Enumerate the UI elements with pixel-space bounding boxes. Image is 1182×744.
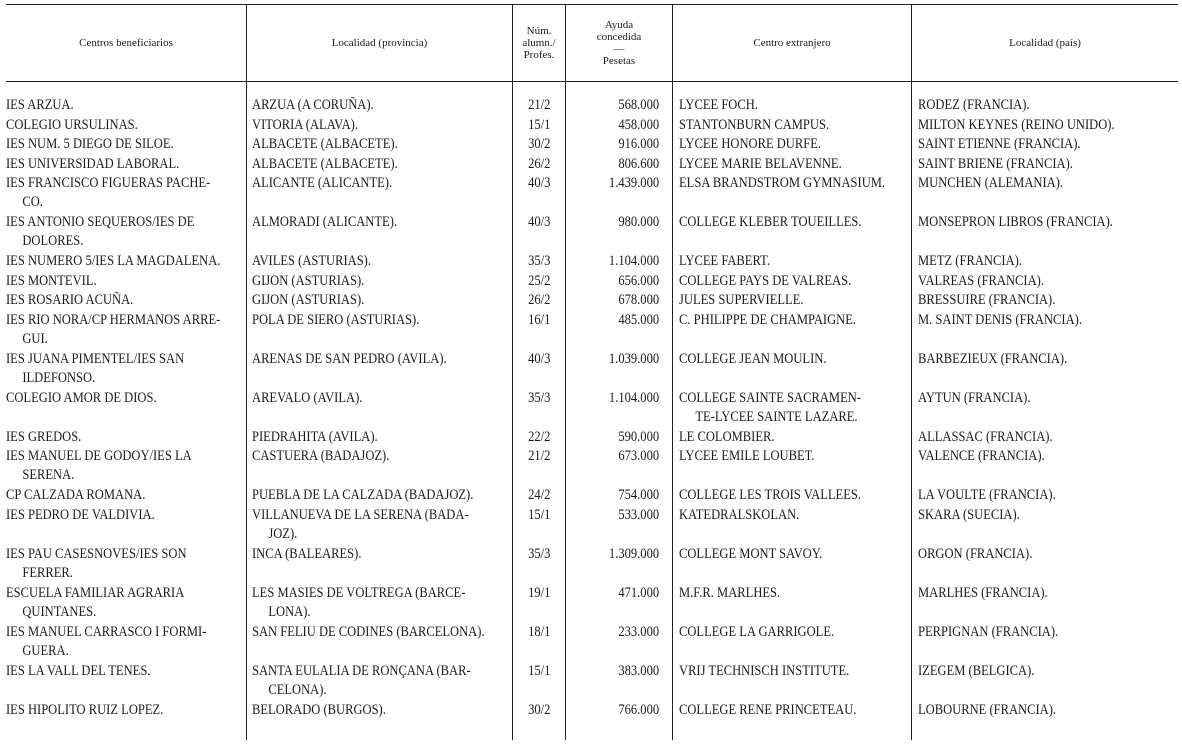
cell-text-line: SAINT ETIENNE (FRANCIA). (918, 136, 1081, 152)
cell-text-line: COLLEGE PAYS DE VALREAS. (679, 272, 852, 289)
cell-localidad-provincia (252, 506, 508, 544)
cell-text-line: IES NUM. 5 DIEGO DE SILOE. (6, 136, 174, 152)
cell-text-line: GIJON (ASTURIAS). (252, 292, 365, 308)
cell-ayuda-concedida: 1.039.000 (608, 350, 659, 367)
cell-num-alumnos: 35/3 (527, 545, 551, 562)
cell-localidad-pais (918, 155, 1176, 174)
cell-centro-beneficiario (6, 96, 240, 115)
cell-text-line: COLEGIO AMOR DE DIOS. (6, 389, 157, 406)
cell-centro-extranjero (679, 486, 907, 505)
cell-centro-beneficiario (6, 662, 240, 681)
cell-num-alumnos: 40/3 (527, 350, 551, 367)
cell-localidad-provincia (252, 350, 508, 369)
cell-text-line: COLEGIO URSULINAS. (6, 116, 138, 133)
cell-localidad-pais (918, 623, 1176, 642)
cell-num-alumnos: 15/1 (527, 506, 551, 523)
cell-text-line: METZ (FRANCIA). (918, 253, 1022, 269)
cell-text-line: TE-LYCEE SAINTE LAZARE. (695, 408, 858, 425)
cell-centro-beneficiario (6, 506, 240, 525)
cell-text-line: CASTUERA (BADAJOZ). (252, 448, 390, 464)
cell-localidad-pais (918, 701, 1176, 720)
cell-text-line: JOZ). (268, 525, 298, 542)
cell-text-line: COLLEGE JEAN MOULIN. (679, 350, 827, 367)
cell-localidad-pais (918, 252, 1176, 271)
cell-text-line: MUNCHEN (ALEMANIA). (918, 175, 1064, 191)
cell-text-line: VRIJ TECHNISCH INSTITUTE. (679, 662, 850, 679)
cell-localidad-provincia (252, 447, 508, 466)
header-label: Pesetas (602, 54, 636, 67)
cell-text-line: MONSEPRON LIBROS (FRANCIA). (918, 214, 1113, 230)
cell-centro-beneficiario (6, 272, 240, 291)
cell-ayuda-concedida: 590.000 (618, 428, 659, 445)
cell-localidad-provincia (252, 486, 508, 505)
cell-text-line: BARBEZIEUX (FRANCIA). (918, 350, 1068, 367)
cell-centro-extranjero (679, 213, 907, 232)
cell-text-line: CELONA). (268, 681, 327, 698)
cell-localidad-pais (918, 311, 1176, 330)
cell-text-line: M. SAINT DENIS (FRANCIA). (918, 311, 1082, 328)
cell-localidad-provincia (252, 272, 508, 291)
cell-localidad-provincia (252, 662, 508, 700)
cell-text-line: COLLEGE SAINTE SACRAMEN- (679, 389, 861, 406)
cell-text-line: AREVALO (AVILA). (252, 389, 363, 406)
column-divider (246, 4, 247, 740)
cell-centro-extranjero (679, 623, 907, 642)
cell-text-line: ELSA BRANDSTROM GYMNASIUM. (679, 175, 886, 191)
cell-centro-beneficiario (6, 350, 240, 388)
table-header-rule (6, 81, 1178, 82)
cell-text-line: IES MANUEL CARRASCO I FORMI- (6, 623, 207, 640)
cell-localidad-pais (918, 272, 1176, 291)
cell-text-line: ORGON (FRANCIA). (918, 545, 1033, 562)
cell-text-line: MARLHES (FRANCIA). (918, 584, 1048, 601)
cell-localidad-pais (918, 96, 1176, 115)
cell-centro-extranjero (679, 350, 907, 369)
cell-text-line: LYCEE MARIE BELAVENNE. (679, 155, 842, 172)
cell-localidad-provincia (252, 291, 508, 310)
header-label: concedida (596, 30, 642, 43)
cell-ayuda-concedida: 1.104.000 (608, 253, 659, 269)
cell-text-line: PUEBLA DE LA CALZADA (BADAJOZ). (252, 487, 474, 503)
cell-localidad-provincia (252, 252, 508, 271)
cell-text-line: ARZUA (A CORUÑA). (252, 97, 374, 113)
cell-text-line: IES UNIVERSIDAD LABORAL. (6, 155, 180, 172)
cell-localidad-provincia (252, 428, 508, 447)
cell-text-line: IES ARZUA. (6, 97, 74, 113)
cell-localidad-pais (918, 486, 1176, 505)
cell-text-line: IES MANUEL DE GODOY/IES LA (6, 448, 192, 464)
cell-text-line: LYCEE EMILE LOUBET. (679, 448, 815, 464)
cell-num-alumnos: 30/2 (527, 701, 551, 718)
cell-localidad-provincia (252, 701, 508, 720)
cell-localidad-pais (918, 584, 1176, 603)
cell-num-alumnos: 24/2 (527, 487, 551, 503)
cell-localidad-provincia (252, 135, 508, 154)
cell-localidad-pais (918, 545, 1176, 564)
cell-centro-beneficiario (6, 174, 240, 212)
cell-localidad-provincia (252, 389, 508, 408)
cell-centro-extranjero (679, 174, 907, 193)
cell-centro-extranjero (679, 291, 907, 310)
cell-localidad-pais (918, 389, 1176, 408)
cell-centro-beneficiario (6, 135, 240, 154)
cell-text-line: SKARA (SUECIA). (918, 506, 1020, 523)
cell-text-line: GUERA. (22, 642, 69, 659)
cell-centro-extranjero (679, 96, 907, 115)
cell-localidad-provincia (252, 116, 508, 135)
cell-ayuda-concedida: 568.000 (618, 97, 659, 113)
header-label: Núm. (526, 24, 552, 37)
cell-text-line: GUI. (22, 330, 48, 347)
cell-centro-extranjero (679, 447, 907, 466)
header-localidad-provincia (247, 4, 512, 81)
header-label: Ayuda (604, 18, 634, 31)
cell-text-line: STANTONBURN CAMPUS. (679, 116, 830, 133)
cell-ayuda-concedida: 471.000 (618, 584, 659, 601)
cell-text-line: IES ROSARIO ACUÑA. (6, 292, 134, 308)
cell-ayuda-concedida: 458.000 (618, 116, 659, 133)
cell-text-line: ALLASSAC (FRANCIA). (918, 428, 1053, 445)
cell-text-line: IES NUMERO 5/IES LA MAGDALENA. (6, 253, 221, 269)
cell-text-line: SANTA EULALIA DE RONÇANA (BAR- (252, 662, 471, 679)
cell-ayuda-concedida: 806.600 (618, 155, 659, 172)
cell-text-line: IES LA VALL DEL TENES. (6, 662, 151, 679)
cell-localidad-pais (918, 174, 1176, 193)
cell-ayuda-concedida: 656.000 (618, 272, 659, 289)
cell-ayuda-concedida: 1.439.000 (608, 175, 659, 191)
cell-centro-beneficiario (6, 623, 240, 661)
cell-centro-beneficiario (6, 428, 240, 447)
cell-num-alumnos: 26/2 (527, 292, 551, 308)
cell-num-alumnos: 35/3 (527, 253, 551, 269)
cell-centro-extranjero (679, 545, 907, 564)
cell-ayuda-concedida: 485.000 (618, 311, 659, 328)
header-label: Profes. (523, 48, 555, 61)
cell-centro-beneficiario (6, 389, 240, 408)
cell-num-alumnos: 21/2 (527, 97, 551, 113)
cell-text-line: VILLANUEVA DE LA SERENA (BADA- (252, 506, 469, 523)
cell-text-line: LYCEE FOCH. (679, 97, 758, 113)
cell-ayuda-concedida: 383.000 (618, 662, 659, 679)
header-num-alumnos (513, 4, 565, 81)
header-label: Centros beneficiarios (79, 36, 173, 49)
cell-text-line: IES GREDOS. (6, 428, 82, 445)
cell-num-alumnos: 22/2 (527, 428, 551, 445)
cell-localidad-pais (918, 291, 1176, 310)
cell-localidad-pais (918, 662, 1176, 681)
cell-centro-extranjero (679, 389, 907, 427)
cell-centro-extranjero (679, 252, 907, 271)
cell-text-line: ALBACETE (ALBACETE). (252, 155, 398, 172)
cell-ayuda-concedida: 766.000 (618, 701, 659, 718)
cell-ayuda-concedida: 533.000 (618, 506, 659, 523)
cell-text-line: ALBACETE (ALBACETE). (252, 136, 398, 152)
cell-text-line: IES FRANCISCO FIGUERAS PACHE- (6, 175, 211, 191)
cell-text-line: IES MONTEVIL. (6, 272, 97, 289)
cell-text-line: ARENAS DE SAN PEDRO (AVILA). (252, 350, 447, 367)
cell-centro-extranjero (679, 662, 907, 681)
cell-text-line: SAN FELIU DE CODINES (BARCELONA). (252, 623, 485, 640)
header-label: Localidad (país) (1009, 36, 1081, 49)
cell-text-line: QUINTANES. (22, 603, 97, 620)
cell-centro-extranjero (679, 701, 907, 720)
cell-text-line: VALREAS (FRANCIA). (918, 272, 1044, 289)
cell-text-line: ALMORADI (ALICANTE). (252, 214, 398, 230)
cell-localidad-provincia (252, 545, 508, 564)
cell-num-alumnos: 21/2 (527, 448, 551, 464)
cell-num-alumnos: 15/1 (527, 662, 551, 679)
cell-localidad-pais (918, 135, 1176, 154)
cell-ayuda-concedida: 1.104.000 (608, 389, 659, 406)
cell-centro-extranjero (679, 584, 907, 603)
cell-text-line: COLLEGE KLEBER TOUEILLES. (679, 214, 862, 230)
cell-centro-beneficiario (6, 291, 240, 310)
cell-text-line: GIJON (ASTURIAS). (252, 272, 365, 289)
cell-text-line: FERRER. (22, 564, 73, 581)
cell-text-line: VALENCE (FRANCIA). (918, 448, 1045, 464)
cell-text-line: COLLEGE LES TROIS VALLEES. (679, 487, 861, 503)
cell-centro-extranjero (679, 428, 907, 447)
cell-text-line: BELORADO (BURGOS). (252, 701, 386, 718)
cell-ayuda-concedida: 980.000 (618, 214, 659, 230)
cell-localidad-provincia (252, 623, 508, 642)
cell-num-alumnos: 15/1 (527, 116, 551, 133)
cell-centro-extranjero (679, 116, 907, 135)
cell-text-line: IES JUANA PIMENTEL/IES SAN (6, 350, 185, 367)
header-label: — (613, 42, 625, 55)
cell-localidad-provincia (252, 584, 508, 622)
cell-text-line: LOBOURNE (FRANCIA). (918, 701, 1057, 718)
cell-text-line: IES PEDRO DE VALDIVIA. (6, 506, 155, 523)
header-centros-beneficiarios (6, 4, 246, 81)
cell-centro-extranjero (679, 135, 907, 154)
cell-text-line: JULES SUPERVIELLE. (679, 292, 804, 308)
cell-text-line: IES RIO NORA/CP HERMANOS ARRE- (6, 311, 221, 328)
cell-text-line: DOLORES. (22, 233, 84, 249)
cell-num-alumnos: 30/2 (527, 136, 551, 152)
cell-centro-beneficiario (6, 213, 240, 251)
cell-localidad-provincia (252, 155, 508, 174)
cell-text-line: MILTON KEYNES (REINO UNIDO). (918, 116, 1115, 133)
cell-text-line: COLLEGE LA GARRIGOLE. (679, 623, 835, 640)
cell-text-line: ESCUELA FAMILIAR AGRARIA (6, 584, 185, 601)
cell-text-line: LONA). (268, 603, 311, 620)
cell-text-line: KATEDRALSKOLAN. (679, 506, 800, 523)
cell-text-line: LES MASIES DE VOLTREGA (BARCE- (252, 584, 466, 601)
cell-text-line: SAINT BRIENE (FRANCIA). (918, 155, 1073, 172)
header-ayuda-concedida (566, 4, 672, 81)
cell-centro-beneficiario (6, 447, 240, 485)
cell-localidad-pais (918, 447, 1176, 466)
cell-centro-beneficiario (6, 311, 240, 349)
cell-text-line: SERENA. (22, 467, 75, 483)
cell-text-line: CO. (22, 194, 43, 210)
header-label: Centro extranjero (753, 36, 831, 49)
cell-text-line: CP CALZADA ROMANA. (6, 487, 146, 503)
cell-num-alumnos: 18/1 (527, 623, 551, 640)
cell-text-line: IES HIPOLITO RUIZ LOPEZ. (6, 701, 164, 718)
cell-localidad-pais (918, 213, 1176, 232)
cell-text-line: LYCEE HONORE DURFE. (679, 136, 822, 152)
cell-text-line: LYCEE FABERT. (679, 253, 770, 269)
cell-centro-beneficiario (6, 155, 240, 174)
cell-centro-beneficiario (6, 252, 240, 271)
cell-localidad-pais (918, 428, 1176, 447)
cell-text-line: LE COLOMBIER. (679, 428, 775, 445)
cell-text-line: COLLEGE RENE PRINCETEAU. (679, 701, 857, 718)
cell-localidad-provincia (252, 311, 508, 330)
cell-num-alumnos: 16/1 (527, 311, 551, 328)
cell-num-alumnos: 35/3 (527, 389, 551, 406)
cell-text-line: AYTUN (FRANCIA). (918, 389, 1031, 406)
cell-ayuda-concedida: 673.000 (618, 448, 659, 464)
cell-text-line: IES PAU CASESNOVES/IES SON (6, 545, 187, 562)
cell-centro-extranjero (679, 311, 907, 330)
cell-text-line: C. PHILIPPE DE CHAMPAIGNE. (679, 311, 857, 328)
cell-text-line: PERPIGNAN (FRANCIA). (918, 623, 1059, 640)
cell-text-line: LA VOULTE (FRANCIA). (918, 487, 1056, 503)
cell-localidad-provincia (252, 174, 508, 193)
cell-text-line: IZEGEM (BELGICA). (918, 662, 1035, 679)
cell-centro-extranjero (679, 506, 907, 525)
cell-num-alumnos: 19/1 (527, 584, 551, 601)
cell-localidad-provincia (252, 213, 508, 232)
cell-localidad-pais (918, 116, 1176, 135)
cell-text-line: INCA (BALEARES). (252, 545, 362, 562)
cell-centro-beneficiario (6, 545, 240, 583)
cell-text-line: VITORIA (ALAVA). (252, 116, 358, 133)
cell-ayuda-concedida: 678.000 (618, 292, 659, 308)
cell-localidad-pais (918, 506, 1176, 525)
cell-num-alumnos: 40/3 (527, 214, 551, 230)
header-label: alumn./ (522, 36, 556, 49)
cell-ayuda-concedida: 754.000 (618, 487, 659, 503)
header-label: Localidad (provincia) (331, 36, 428, 49)
cell-centro-extranjero (679, 272, 907, 291)
cell-localidad-pais (918, 350, 1176, 369)
cell-centro-beneficiario (6, 701, 240, 720)
column-divider (911, 4, 912, 740)
header-centro-extranjero (673, 4, 911, 81)
cell-text-line: M.F.R. MARLHES. (679, 584, 781, 601)
cell-text-line: PIEDRAHITA (AVILA). (252, 428, 378, 445)
cell-centro-extranjero (679, 155, 907, 174)
cell-text-line: IES ANTONIO SEQUEROS/IES DE (6, 214, 195, 230)
cell-text-line: BRESSUIRE (FRANCIA). (918, 292, 1056, 308)
column-divider (672, 4, 673, 740)
cell-localidad-provincia (252, 96, 508, 115)
cell-text-line: COLLEGE MONT SAVOY. (679, 545, 823, 562)
cell-ayuda-concedida: 916.000 (618, 136, 659, 152)
cell-text-line: RODEZ (FRANCIA). (918, 97, 1030, 113)
cell-text-line: AVILES (ASTURIAS). (252, 253, 372, 269)
header-localidad-pais (912, 4, 1178, 81)
cell-centro-beneficiario (6, 116, 240, 135)
cell-num-alumnos: 25/2 (527, 272, 551, 289)
cell-num-alumnos: 40/3 (527, 175, 551, 191)
cell-ayuda-concedida: 233.000 (618, 623, 659, 640)
cell-centro-beneficiario (6, 584, 240, 622)
cell-num-alumnos: 26/2 (527, 155, 551, 172)
cell-text-line: POLA DE SIERO (ASTURIAS). (252, 311, 420, 328)
cell-ayuda-concedida: 1.309.000 (608, 545, 659, 562)
cell-centro-beneficiario (6, 486, 240, 505)
cell-text-line: ILDEFONSO. (22, 369, 96, 386)
cell-text-line: ALICANTE (ALICANTE). (252, 175, 393, 191)
